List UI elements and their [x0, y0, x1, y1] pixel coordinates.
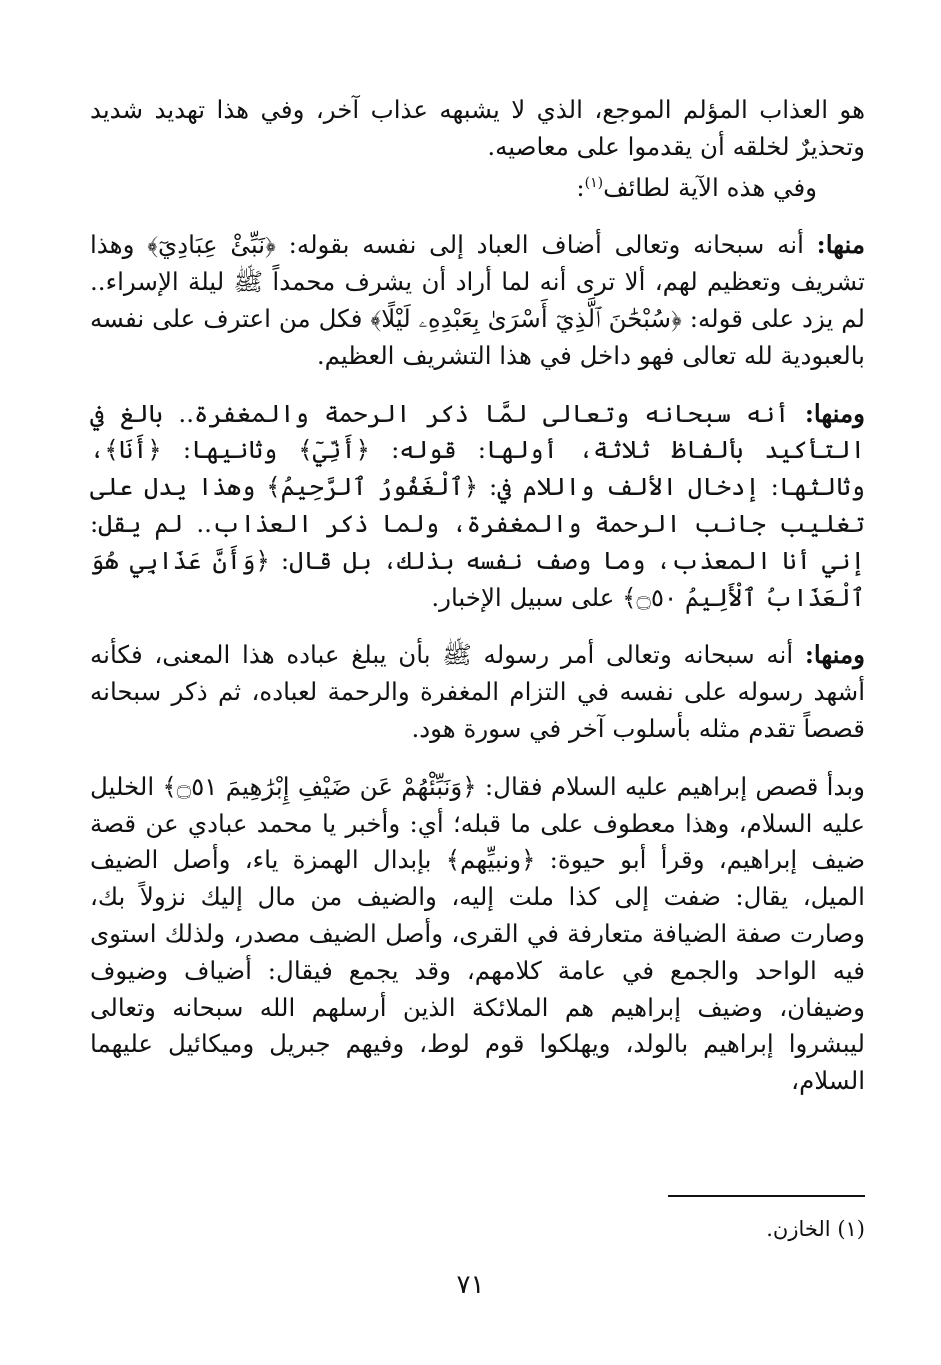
footnote-divider	[668, 1195, 865, 1197]
paragraph-text: وبدأ قصص إبراهيم عليه السلام فقال: ﴿وَنَبِّئْهُمْ عَن ضَيْفِ إِبْرَٰهِيمَ ۝٥١﴾ الخليل عليه السلام، وهذا معطوف على ما قبله؛ أي: وأخبر يا محمد عبادي عن قصة ضيف إبراهيم، وقرأ أبو حيوة: ﴿ونبيِّهم﴾ بإبدال الهمزة ياء، وأصل الضيف الميل، يقال: ضفت إلى كذا ملت إليه، والضيف من مال إليك نزولاً بك، وصارت صفة الضيافة متعارفة في القرى، وأصل الضيف مصدر، ولذلك استوى فيه الواحد والجمع في عامة كلامهم، وقد يجمع فيقال: أضياف وضيوف وضيفان، وضيف إبراهيم هم الملائكة الذين أرسلهم الله سبحانه وتعالى ليبشروا إبراهيم بالولد، ويهلكوا قوم لوط، وفيهم جبريل وميكائيل عليهما السلام،	[90, 771, 865, 1096]
page-body	[90, 92, 865, 1100]
paragraph-lead: ومنها:	[804, 640, 865, 670]
paragraph-lead: منها:	[816, 230, 865, 260]
paragraph-1	[90, 92, 865, 166]
paragraph-text: أنه سبحانه وتعالى أمر رسوله ﷺ بأن يبلغ عباده هذا المعنى، فكأنه أشهد رسوله على نفسه في التزام المغفرة والرحمة لعباده، ثم ذكر سبحانه قصصاً تقدم مثله بأسلوب آخر في سورة هود.	[90, 640, 865, 743]
paragraph-lead: ومنها:	[804, 398, 865, 428]
paragraph-6	[90, 769, 865, 1100]
paragraph-text: أنه سبحانه وتعالى أضاف العباد إلى نفسه بقوله: ﴿نَبِّئْ عِبَادِيٓ﴾ وهذا تشريف وتعظيم لهم، ألا ترى أنه لما أراد أن يشرف محمداً ﷺ ليلة الإسراء.. لم يزد على قوله: ﴿سُبْحَٰنَ ٱلَّذِيٓ أَسْرَىٰ بِعَبْدِهِۦ لَيْلًا﴾ فكل من اعترف على نفسه بالعبودية لله تعالى فهو داخل في هذا التشريف العظيم.	[90, 230, 865, 370]
page-number: ٧١	[456, 1270, 485, 1300]
paragraph-text: أنه سبحانه وتعالى لمَّا ذكر الرحمة والمغفرة.. بالغ في التأكيد بألفاظ ثلاثة، أولها: قوله: ﴿أَنِّيٓ﴾ وثانيها: ﴿أَنَا﴾، وثالثها: إدخال الألف واللام في: ﴿ٱلْغَفُورُ ٱلرَّحِيمُ﴾ وهذا يدل على تغليب جانب الرحمة والمغفرة، ولما ذكر العذاب.. لم يقل: إني أنا المعذب، وما وصف نفسه بذلك، بل قال: ﴿وَأَنَّ عَذَابِي هُوَ ٱلْعَذَابُ ٱلْأَلِيمُ ۝٥٠﴾ على سبيل الإخبار.	[90, 398, 865, 612]
paragraph-text: وفي هذه الآية لطائف	[603, 172, 817, 202]
footnote: (١) الخازن.	[766, 1217, 865, 1241]
paragraph-tail: :	[576, 172, 585, 202]
paragraph-2	[90, 170, 865, 207]
paragraph-3	[90, 227, 865, 374]
paragraph-text: هو العذاب المؤلم الموجع، الذي لا يشبهه عذاب آخر، وفي هذا تهديد شديد وتحذيرٌ لخلقه أن يقدموا على معاصيه.	[90, 95, 865, 161]
footnote-marker[interactable]: (١)	[584, 174, 604, 191]
paragraph-4	[90, 396, 865, 617]
paragraph-5	[90, 637, 865, 747]
